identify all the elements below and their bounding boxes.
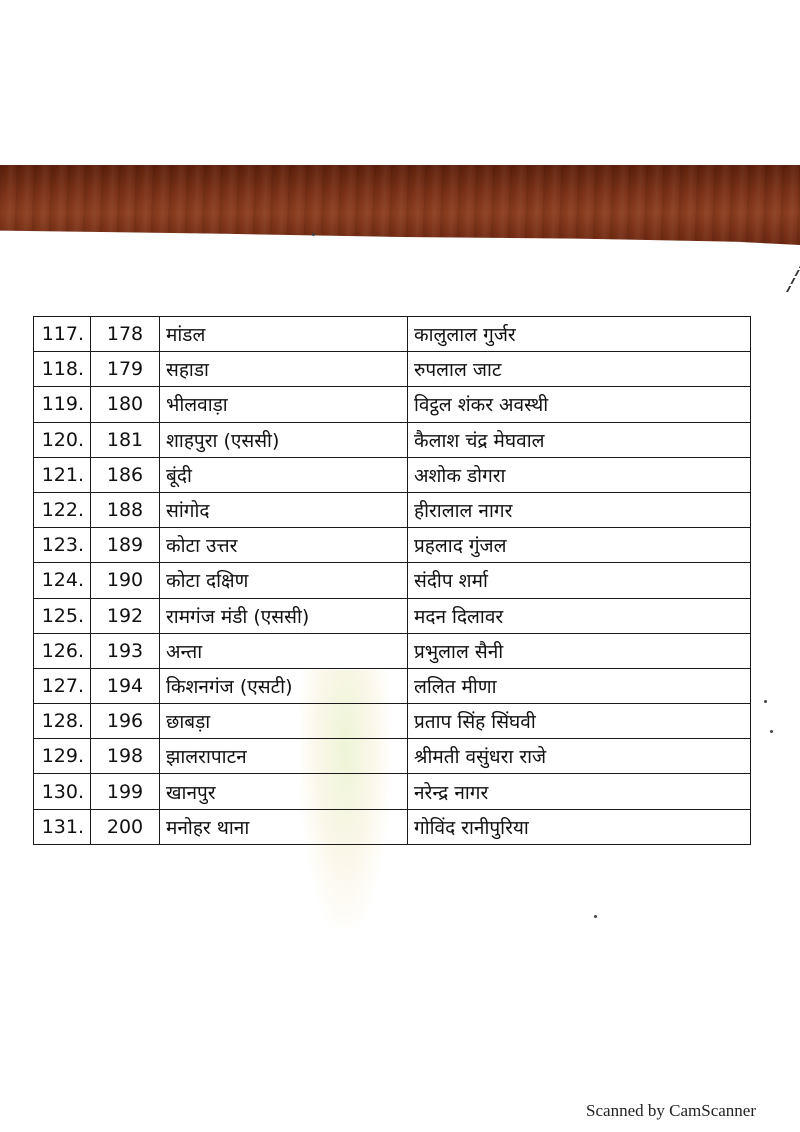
constituency-name-cell: सांगोद	[160, 492, 408, 527]
table-row	[34, 457, 751, 492]
table-row	[34, 633, 751, 668]
serial-number-cell: 127.	[34, 668, 91, 703]
table-row	[34, 422, 751, 457]
constituency-code-cell: 186	[91, 457, 160, 492]
constituency-code-cell: 199	[91, 774, 160, 809]
serial-number-cell: 125.	[34, 598, 91, 633]
candidate-name-cell: श्रीमती वसुंधरा राजे	[408, 739, 751, 774]
table-row	[34, 492, 751, 527]
pen-mark	[760, 262, 800, 292]
constituency-code-cell: 194	[91, 668, 160, 703]
serial-number-cell: 118.	[34, 352, 91, 387]
constituency-code-cell: 189	[91, 528, 160, 563]
constituency-code-cell: 200	[91, 809, 160, 844]
table-row	[34, 809, 751, 844]
table-row	[34, 352, 751, 387]
constituency-name-cell: झालरापाटन	[160, 739, 408, 774]
constituency-name-cell: सहाडा	[160, 352, 408, 387]
serial-number-cell: 117.	[34, 317, 91, 352]
constituency-name-cell: किशनगंज (एसटी)	[160, 668, 408, 703]
candidate-name-cell: मदन दिलावर	[408, 598, 751, 633]
candidate-name-cell: विट्ठल शंकर अवस्थी	[408, 387, 751, 422]
table-row	[34, 528, 751, 563]
constituency-code-cell: 190	[91, 563, 160, 598]
constituency-code-cell: 179	[91, 352, 160, 387]
constituency-code-cell: 181	[91, 422, 160, 457]
table-row	[34, 774, 751, 809]
table-row	[34, 563, 751, 598]
serial-number-cell: 129.	[34, 739, 91, 774]
table-row	[34, 704, 751, 739]
constituency-code-cell: 180	[91, 387, 160, 422]
serial-number-cell: 119.	[34, 387, 91, 422]
dust-speck	[312, 233, 315, 236]
constituency-code-cell: 188	[91, 492, 160, 527]
serial-number-cell: 126.	[34, 633, 91, 668]
candidate-name-cell: हीरालाल नागर	[408, 492, 751, 527]
table-row	[34, 668, 751, 703]
candidate-name-cell: प्रहलाद गुंजल	[408, 528, 751, 563]
serial-number-cell: 131.	[34, 809, 91, 844]
serial-number-cell: 130.	[34, 774, 91, 809]
constituency-name-cell: खानपुर	[160, 774, 408, 809]
constituency-name-cell: शाहपुरा (एससी)	[160, 422, 408, 457]
serial-number-cell: 128.	[34, 704, 91, 739]
constituency-code-cell: 193	[91, 633, 160, 668]
candidate-name-cell: संदीप शर्मा	[408, 563, 751, 598]
candidate-name-cell: प्रताप सिंह सिंघवी	[408, 704, 751, 739]
constituency-code-cell: 198	[91, 739, 160, 774]
constituency-name-cell: कोटा दक्षिण	[160, 563, 408, 598]
constituency-name-cell: भीलवाड़ा	[160, 387, 408, 422]
serial-number-cell: 124.	[34, 563, 91, 598]
serial-number-cell: 120.	[34, 422, 91, 457]
candidate-name-cell: ललित मीणा	[408, 668, 751, 703]
constituency-name-cell: छाबड़ा	[160, 704, 408, 739]
constituency-name-cell: मांडल	[160, 317, 408, 352]
dust-speck	[764, 700, 767, 703]
constituency-name-cell: कोटा उत्तर	[160, 528, 408, 563]
candidate-name-cell: रुपलाल जाट	[408, 352, 751, 387]
candidate-name-cell: प्रभुलाल सैनी	[408, 633, 751, 668]
candidate-name-cell: अशोक डोगरा	[408, 457, 751, 492]
scanner-watermark: Scanned by CamScanner	[586, 1101, 756, 1120]
wood-table-edge	[0, 165, 800, 245]
dust-speck	[770, 730, 773, 733]
serial-number-cell: 123.	[34, 528, 91, 563]
serial-number-cell: 121.	[34, 457, 91, 492]
constituency-code-cell: 196	[91, 704, 160, 739]
constituency-name-cell: रामगंज मंडी (एससी)	[160, 598, 408, 633]
candidate-name-cell: कैलाश चंद्र मेघवाल	[408, 422, 751, 457]
candidate-name-cell: गोविंद रानीपुरिया	[408, 809, 751, 844]
candidate-table-body	[34, 317, 751, 845]
serial-number-cell: 122.	[34, 492, 91, 527]
table-row	[34, 387, 751, 422]
candidate-name-cell: नरेन्द्र नागर	[408, 774, 751, 809]
table-row	[34, 739, 751, 774]
constituency-name-cell: बूंदी	[160, 457, 408, 492]
constituency-name-cell: मनोहर थाना	[160, 809, 408, 844]
constituency-code-cell: 178	[91, 317, 160, 352]
table-row	[34, 317, 751, 352]
candidate-table	[33, 316, 751, 845]
candidate-name-cell: कालुलाल गुर्जर	[408, 317, 751, 352]
constituency-code-cell: 192	[91, 598, 160, 633]
dust-speck	[594, 915, 597, 918]
table-row	[34, 598, 751, 633]
constituency-name-cell: अन्ता	[160, 633, 408, 668]
